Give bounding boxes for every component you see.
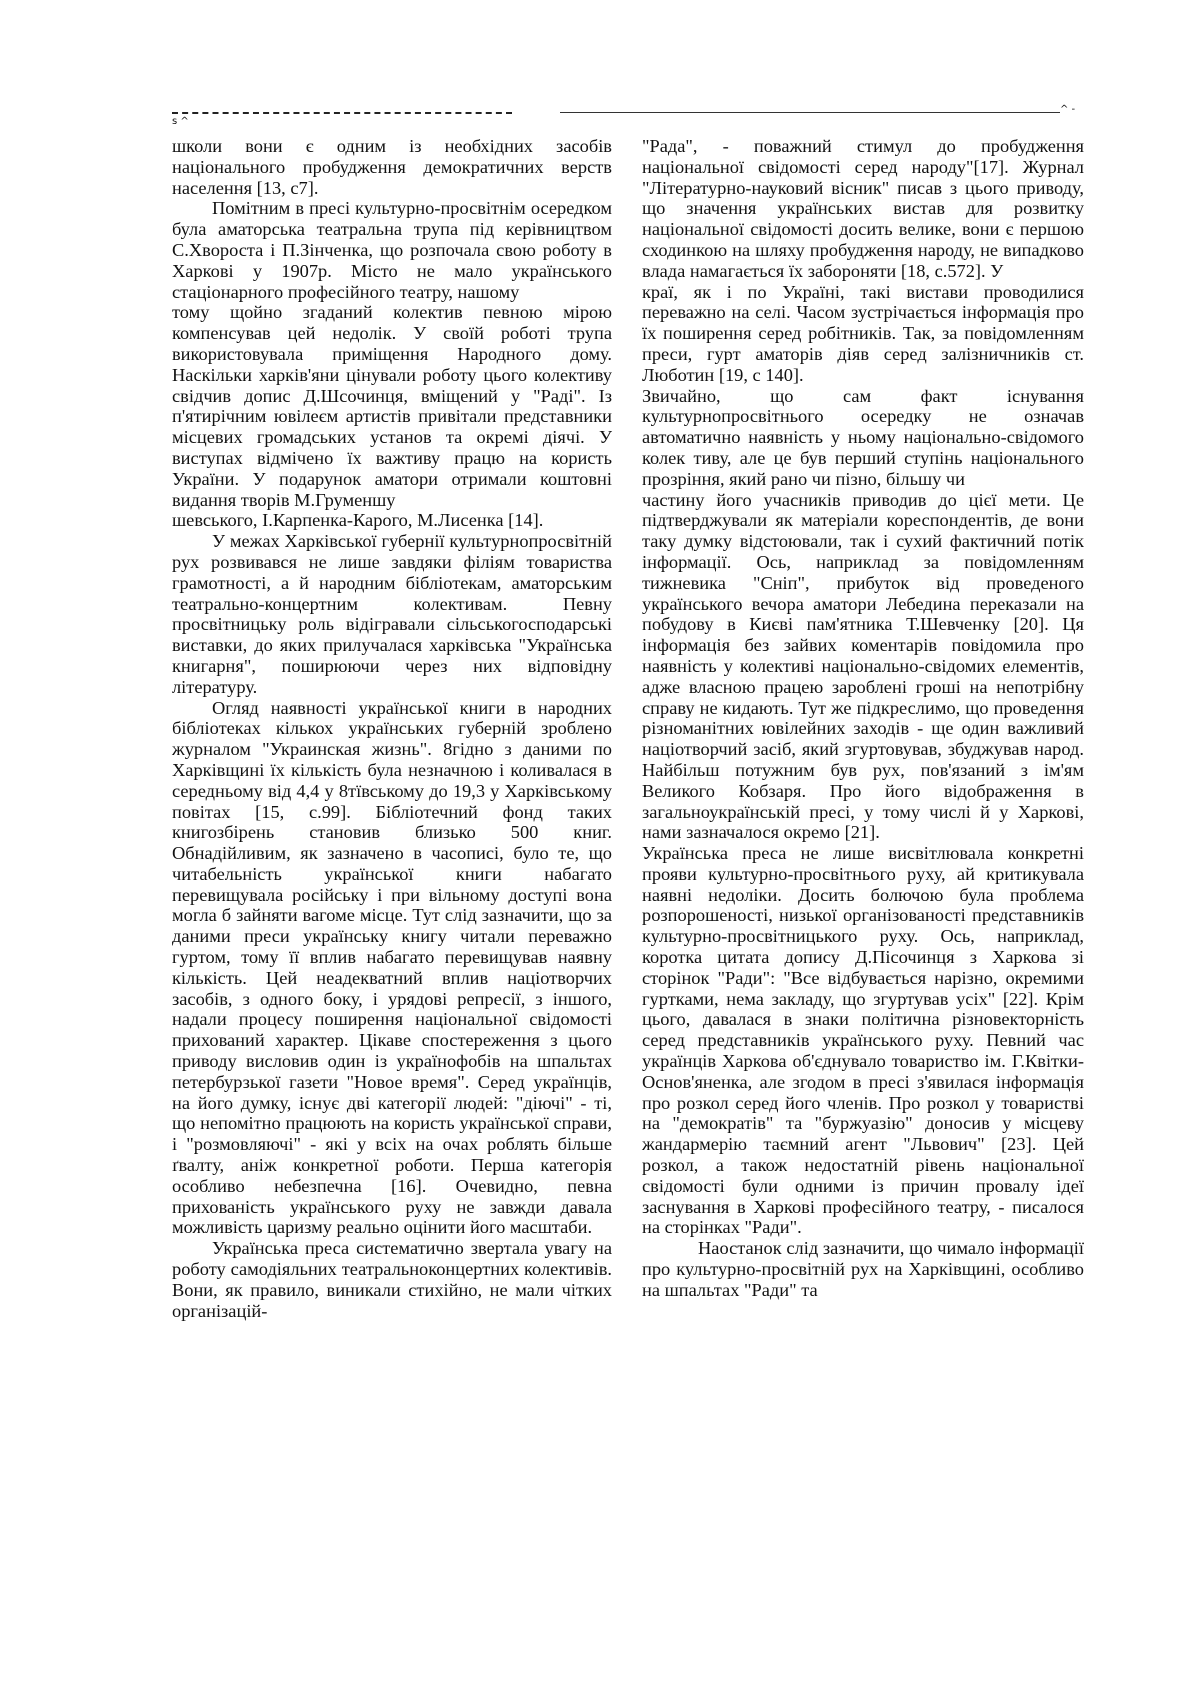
- header-rule-right: [560, 112, 1060, 113]
- paragraph: Огляд наявності української книги в народних бібліотеках кількох українських губерній зроблено журналом "Украинская жизнь". 8гідно з даними по Харківщині їх кількість була незначною і коливалася в середньому від 4,4 у 8тївському до 19,3 у Харківському повітах [15, с.99]. Бібліотечний фонд таких книгозбірень становив близько 500 книг. Обнадійливим, як зазначено в часописі, було те, що читабельність української книги набагато перевищувала російську і при вільному доступі вона могла б зайняти вагоме місце. Тут слід зазначити, що за даними преси українську книгу читали переважно гуртом, тому її вплив набагато перевищував наявну кількість. Цей неадекватний вплив націотворчих засобів, з одного боку, і урядові репресії, з іншого, надали процесу поширення національної свідомості прихований характер. Цікаве спостереження з цього приводу висловив один із українофобів на шпальтах петербурзької газети "Новое время". Серед українців, на його думку, існує дві категорії людей: "діючі" - ті, що непомітно працюють на користь української справи, і "розмовляючі" - які у всіх на очах роблять більше ґвалту, аніж конкретної роботи. Перша категорія особливо небезпечна [16]. Очевидно, певна прихованість українського руху не завжди давала можливість царизму реально оцінити його масштаби.: [172, 697, 612, 1238]
- right-column: [642, 136, 1084, 1301]
- paragraph: частину його учасників приводив до цієї мети. Це підтверджували як матеріали кореспондентів, де вони таку думку відстоювали, так і сухий фактичний потік інформації. Ось, наприклад за повідомленням тижневика "Сніп", прибуток від проведеного українського вечора аматори Лебедина переказали на побудову в Києві пам'ятника Т.Шевченку [20]. Ця інформація без зайвих коментарів повідомила про наявність у колективі національно-свідомих елементів, адже власною працею зароблені гроші на непотрібну справу не кидають. Тут же підкреслимо, що проведення різноманітних ювілейних заходів - ще один важливий націотворчий засіб, який згуртовував, збуджував народ. Найбільш потужним був рух, пов'язаний з ім'ям Великого Кобзаря. Про його відображення в загальноукраїнській пресі, у тому числі й у Харкові, нами зазначалося окремо [21].: [642, 489, 1084, 843]
- header-mark-right: ^ -: [1060, 104, 1076, 115]
- paragraph: Наостанок слід зазначити, що чимало інформації про культурно-просвітній рух на Харківщині, особливо на шпальтах "Ради" та: [642, 1238, 1084, 1300]
- paragraph: Українська преса систематично звертала увагу на роботу самодіяльних театральноконцертних колективів. Вони, як правило, виникали стихійно, не мали чітких організацій-: [172, 1238, 612, 1321]
- paragraph: краї, як і по Україні, такі вистави проводилися переважно на селі. Часом зустрічається інформація про їх поширення серед робітників. Так, за повідомленням преси, гурт аматорів діяв серед залізничників ст. Люботин [19, с 140].: [642, 281, 1084, 385]
- header-rule-left: [172, 112, 512, 114]
- paragraph: Звичайно, що сам факт існування культурнопросвітнього осередку не означав автоматично наявність у ньому національно-свідомого колек тиву, але це був перший ступінь національного прозріння, який рано чи пізно, більшу чи: [642, 385, 1084, 489]
- paragraph: "Рада", - поважний стимул до пробудження національної свідомості серед народу"[17]. Журнал "Літературно-науковий вісник" писав з цього приводу, що значення українських вистав для розвитку національної свідомості досить велике, вони є першою сходинкою на шляху пробудження народу, не випадково влада намагається їх забороняти [18, с.572]. У: [642, 136, 1084, 281]
- paragraph: У межах Харківської губернії культурнопросвітній рух розвивався не лише завдяки філіям товариства грамотності, а й народним бібліотекам, аматорським театрально-концертним колективам. Певну просвітницьку роль відігравали сільськогосподарські виставки, до яких прилучалася харківська "Українська книгарня", поширюючи через них відповідну літературу.: [172, 531, 612, 697]
- page-header: [172, 104, 1082, 128]
- paragraph: тому щойно згаданий колектив певною мірою компенсував цей недолік. У своїй роботі трупа використовувала приміщення Народного дому. Наскільки харків'яни цінували роботу цього колективу свідчив допис Д.Шсочинця, вміщений у "Раді". Із п'ятирічним ювілеєм артистів привітали представники місцевих громадських установ та окремі діячі. У виступах відмічено їх важтиву працю на користь України. У подарунок аматори отримали коштовні видання творів М.Груменшу: [172, 302, 612, 510]
- paragraph: Українська преса не лише висвітлювала конкретні прояви культурно-просвітнього руху, ай критикувала наявні недоліки. Досить болючою була проблема розпорошеності, низької організованості представників культурно-просвітницького руху. Ось, наприклад, коротка цитата допису Д.Пісочинця з Харкова зі сторінок "Ради": "Все відбувається нарізно, окремими гуртками, нема закладу, що згуртував усіх" [22]. Крім цього, давалася в знаки політична різновекторність серед представників українського руху. Певний час українців Харкова об'єднувало товариство ім. Г.Квітки-Основ'яненка, але згодом в пресі з'явилася інформація про розкол серед його членів. Про розкол у товаристві на "демократів" та "буржуазію" доносив у місцеву жандармерію таємний агент "Львович" [23]. Цей розкол, а також недостатній рівень національної свідомості були одними із причин провалу ідеї заснування в Харкові професійного театру, - писалося на сторінках "Ради".: [642, 843, 1084, 1238]
- header-mark-left: s ^: [172, 116, 189, 127]
- left-column: [172, 136, 612, 1321]
- paragraph: школи вони є одним із необхідних засобів національного пробудження демократичних верств населення [13, с7].: [172, 136, 612, 198]
- paragraph: шевського, І.Карпенка-Карого, М.Лисенка [14].: [172, 510, 544, 531]
- paragraph: Помітним в пресі культурно-просвітнім осередком була аматорська театральна трупа під керівництвом С.Хвороста і П.Зінченка, що розпочала свою роботу в Харкові у 1907р. Місто не мало українського стаціонарного професійного театру, нашому: [172, 198, 612, 302]
